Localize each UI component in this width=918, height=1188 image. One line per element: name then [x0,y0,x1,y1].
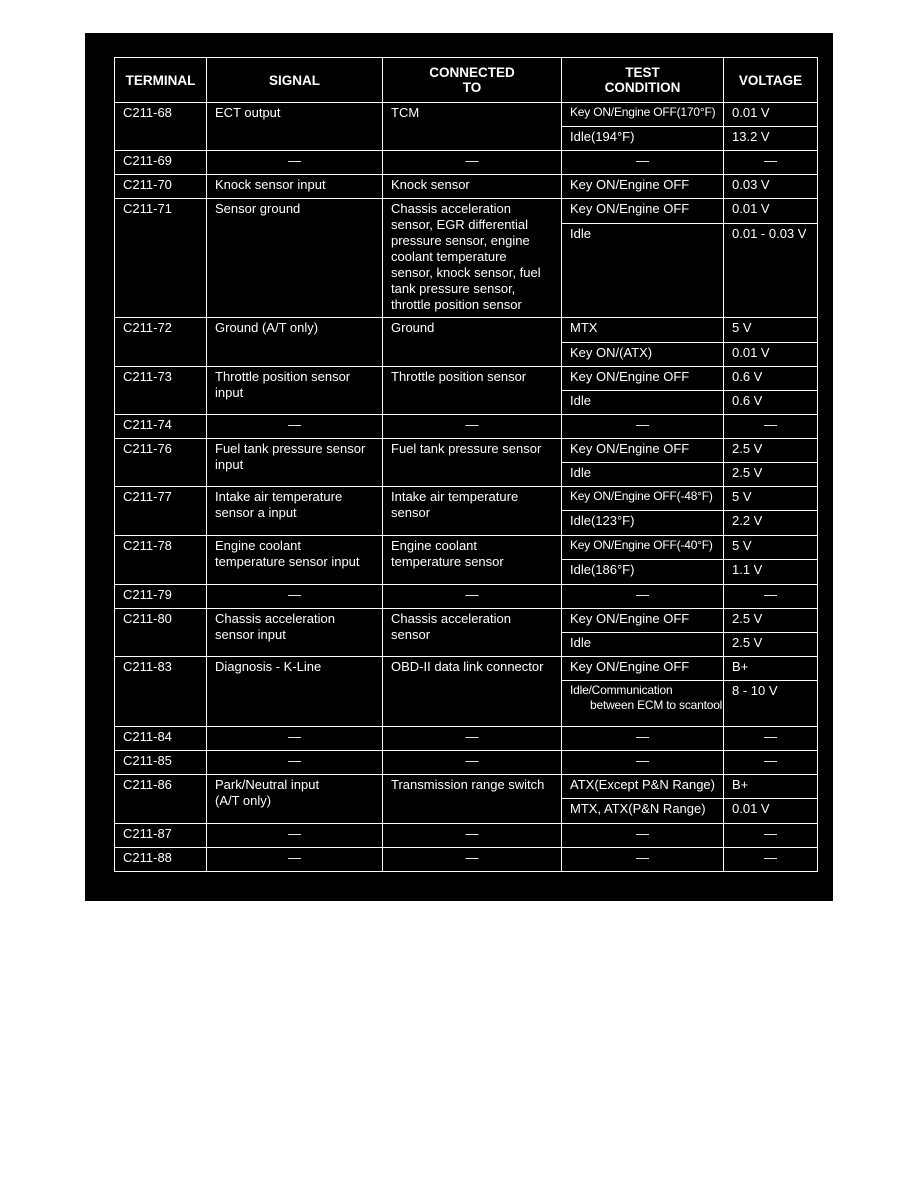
connected-cell [383,775,562,824]
condition-cell [562,681,724,727]
condition-line: Key ON/Engine OFF [570,441,690,456]
signal-line: Chassis acceleration [215,611,335,626]
condition-dash-cell: — [562,848,724,872]
header-connected-to: CONNECTED TO [383,58,562,103]
condition-line: ATX(Except P&N Range) [570,777,715,792]
condition-cell [562,560,724,585]
condition-cell [562,775,724,799]
connected-dash-cell: — [383,751,562,775]
table-row [115,367,818,391]
condition-line: Key ON/Engine OFF [570,201,690,216]
signal-line: ECT output [215,105,281,120]
table-row [115,487,818,511]
connected-line: sensor, knock sensor, fuel [391,265,541,280]
voltage-dash-cell: — [724,585,818,609]
condition-cell [562,343,724,367]
connected-line: TCM [391,105,420,120]
table-row [115,199,818,224]
connected-line: Intake air temperature [391,489,519,504]
connected-line: temperature sensor [391,554,504,569]
voltage-cell: 0.01 - 0.03 V [724,224,818,318]
terminal-cell: C211-79 [115,585,207,609]
signal-line: Throttle position sensor [215,369,351,384]
voltage-cell: 0.6 V [724,367,818,391]
connected-line: throttle position sensor [391,297,522,312]
signal-cell [207,367,383,415]
condition-cell [562,799,724,824]
header-terminal: TERMINAL [115,58,207,103]
condition-cell [562,199,724,224]
connected-cell [383,609,562,657]
signal-line: Diagnosis - K-Line [215,659,322,674]
signal-line: Park/Neutral input [215,777,320,792]
document-panel [85,33,833,901]
voltage-dash-cell: — [724,824,818,848]
table-body [115,103,818,872]
condition-line: Idle [570,465,591,480]
table-row [115,727,818,751]
condition-cell [562,657,724,681]
signal-cell [207,609,383,657]
condition-line: Idle/Communication [570,683,673,697]
signal-line: temperature sensor input [215,554,360,569]
signal-line: Sensor ground [215,201,301,216]
signal-line: Fuel tank pressure sensor [215,441,366,456]
signal-cell [207,199,383,318]
connected-line: sensor [391,627,431,642]
signal-cell [207,775,383,824]
table-row [115,439,818,463]
terminal-cell: C211-72 [115,318,207,367]
condition-cell [562,224,724,318]
header-voltage: VOLTAGE [724,58,818,103]
connected-line: coolant temperature [391,249,507,264]
connected-dash-cell: — [383,585,562,609]
table-row [115,175,818,199]
voltage-cell: 0.01 V [724,199,818,224]
terminal-cell: C211-74 [115,415,207,439]
connected-line: OBD-II data link connector [391,659,544,674]
signal-dash-cell: — [207,151,383,175]
connected-cell [383,199,562,318]
voltage-cell: 0.03 V [724,175,818,199]
signal-cell [207,536,383,585]
condition-dash-cell: — [562,415,724,439]
signal-cell [207,657,383,727]
condition-line: Key ON/Engine OFF [570,611,690,626]
condition-cell [562,609,724,633]
signal-line: Knock sensor input [215,177,326,192]
terminal-cell: C211-84 [115,727,207,751]
signal-cell [207,439,383,487]
table-row [115,775,818,799]
connected-cell [383,175,562,199]
condition-cell [562,391,724,415]
connected-line: Transmission range switch [391,777,545,792]
terminal-cell: C211-88 [115,848,207,872]
connected-line: sensor, EGR differential [391,217,529,232]
signal-cell [207,487,383,536]
terminal-cell: C211-76 [115,439,207,487]
connected-line: Ground [391,320,435,335]
signal-dash-cell: — [207,585,383,609]
condition-line: between ECM to scantool [590,698,723,712]
voltage-cell: B+ [724,657,818,681]
terminal-cell: C211-80 [115,609,207,657]
voltage-cell: 8 - 10 V [724,681,818,727]
table-row [115,824,818,848]
condition-line: Idle [570,635,591,650]
voltage-dash-cell: — [724,415,818,439]
connected-line: pressure sensor, engine [391,233,530,248]
condition-cell [562,439,724,463]
terminal-cell: C211-85 [115,751,207,775]
condition-cell [562,103,724,127]
connected-line: tank pressure sensor, [391,281,516,296]
signal-line: (A/T only) [215,793,272,808]
connected-dash-cell: — [383,848,562,872]
voltage-cell: 2.5 V [724,609,818,633]
condition-cell [562,127,724,151]
table-row [115,103,818,127]
condition-dash-cell: — [562,585,724,609]
signal-line: Intake air temperature [215,489,343,504]
voltage-cell: 2.2 V [724,511,818,536]
terminal-cell: C211-83 [115,657,207,727]
condition-line: Idle [570,226,591,241]
table-row [115,848,818,872]
table-row [115,585,818,609]
header-row [115,58,818,103]
voltage-cell: 2.5 V [724,463,818,487]
connected-cell [383,487,562,536]
signal-line: input [215,457,244,472]
signal-dash-cell: — [207,848,383,872]
voltage-cell: 5 V [724,487,818,511]
terminal-cell: C211-71 [115,199,207,318]
connected-cell [383,439,562,487]
connected-cell [383,318,562,367]
connected-cell [383,367,562,415]
condition-cell [562,633,724,657]
condition-line: Key ON/Engine OFF [570,369,690,384]
condition-line: Key ON/Engine OFF [570,177,690,192]
condition-line: Idle [570,393,591,408]
connected-line: Engine coolant [391,538,478,553]
terminal-cell: C211-70 [115,175,207,199]
terminal-cell: C211-78 [115,536,207,585]
condition-line: Idle(186°F) [570,562,635,577]
connected-line: Knock sensor [391,177,470,192]
terminal-cell: C211-68 [115,103,207,151]
condition-dash-cell: — [562,751,724,775]
condition-line: Idle(123°F) [570,513,635,528]
signal-line: input [215,385,244,400]
condition-dash-cell: — [562,151,724,175]
signal-cell [207,175,383,199]
voltage-cell: 0.6 V [724,391,818,415]
signal-line: Engine coolant [215,538,302,553]
signal-line: Ground (A/T only) [215,320,319,335]
voltage-cell: 2.5 V [724,633,818,657]
connected-line: Throttle position sensor [391,369,527,384]
signal-line: sensor input [215,627,286,642]
signal-dash-cell: — [207,824,383,848]
table-row [115,151,818,175]
condition-cell [562,175,724,199]
connected-dash-cell: — [383,824,562,848]
terminal-table [114,57,818,872]
voltage-dash-cell: — [724,751,818,775]
terminal-cell: C211-87 [115,824,207,848]
condition-line: Key ON/Engine OFF(-48°F) [570,489,713,503]
signal-dash-cell: — [207,415,383,439]
table-row [115,415,818,439]
connected-line: Chassis acceleration [391,201,511,216]
header-test-condition: TEST CONDITION [562,58,724,103]
condition-dash-cell: — [562,727,724,751]
connected-cell [383,536,562,585]
condition-line: Key ON/(ATX) [570,345,653,360]
voltage-dash-cell: — [724,727,818,751]
table-row [115,609,818,633]
connected-line: Chassis acceleration [391,611,511,626]
connected-cell [383,103,562,151]
voltage-cell: 2.5 V [724,439,818,463]
condition-cell [562,367,724,391]
terminal-cell: C211-69 [115,151,207,175]
connected-cell [383,657,562,727]
voltage-cell: 0.01 V [724,799,818,824]
connected-dash-cell: — [383,727,562,751]
condition-dash-cell: — [562,824,724,848]
condition-line: MTX, ATX(P&N Range) [570,801,706,816]
condition-cell [562,487,724,511]
condition-cell [562,463,724,487]
condition-line: Idle(194°F) [570,129,635,144]
signal-cell [207,103,383,151]
voltage-cell: 5 V [724,318,818,343]
voltage-cell: B+ [724,775,818,799]
voltage-dash-cell: — [724,151,818,175]
table-row [115,318,818,343]
connected-dash-cell: — [383,151,562,175]
condition-cell [562,536,724,560]
table-row [115,657,818,681]
condition-cell [562,511,724,536]
voltage-dash-cell: — [724,848,818,872]
table-row [115,536,818,560]
terminal-cell: C211-73 [115,367,207,415]
voltage-cell: 1.1 V [724,560,818,585]
terminal-cell: C211-86 [115,775,207,824]
voltage-cell: 5 V [724,536,818,560]
header-signal: SIGNAL [207,58,383,103]
signal-line: sensor a input [215,505,297,520]
connected-line: Fuel tank pressure sensor [391,441,542,456]
voltage-cell: 0.01 V [724,343,818,367]
table-row [115,751,818,775]
connected-line: sensor [391,505,431,520]
voltage-cell: 13.2 V [724,127,818,151]
signal-cell [207,318,383,367]
condition-line: Key ON/Engine OFF(-40°F) [570,538,713,552]
condition-line: Key ON/Engine OFF [570,659,690,674]
connected-dash-cell: — [383,415,562,439]
signal-dash-cell: — [207,727,383,751]
voltage-cell: 0.01 V [724,103,818,127]
condition-cell [562,318,724,343]
condition-line: MTX [570,320,598,335]
condition-line: Key ON/Engine OFF(170°F) [570,105,716,119]
terminal-cell: C211-77 [115,487,207,536]
signal-dash-cell: — [207,751,383,775]
